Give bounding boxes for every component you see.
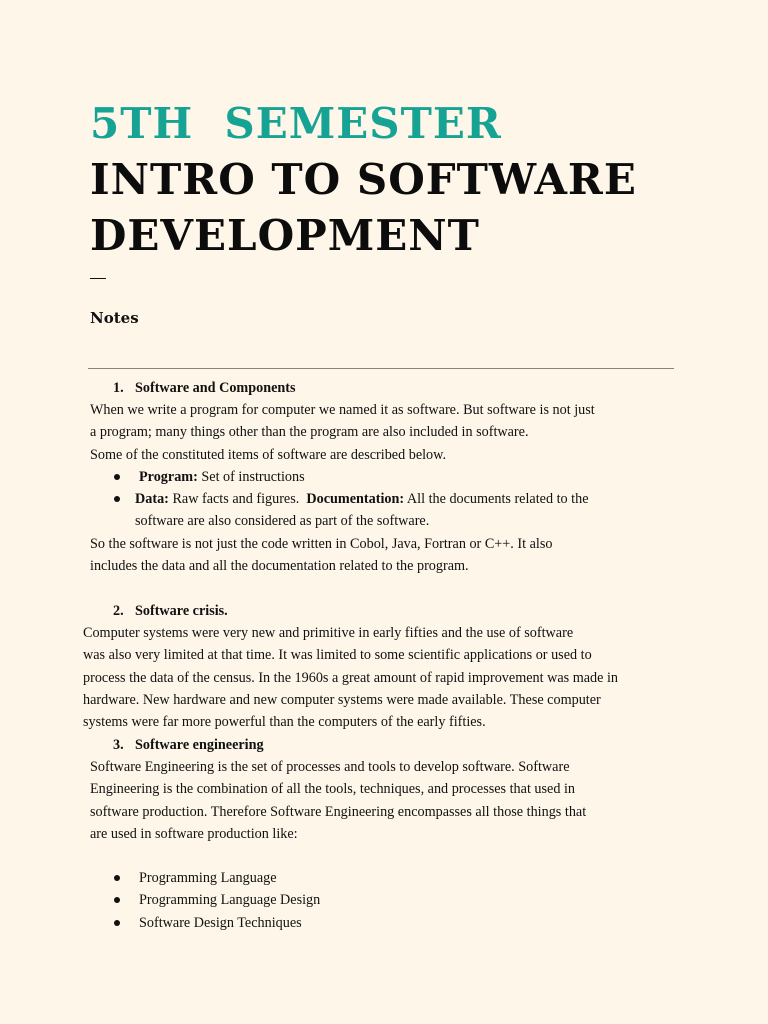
bullet-icon: [114, 496, 120, 502]
bullet-term: Data:: [135, 491, 169, 507]
section-2-heading: Software crisis.: [135, 603, 228, 619]
bullet-icon: [114, 920, 120, 926]
notes-label: Notes: [90, 309, 139, 327]
section-3-para-line: are used in software production like:: [90, 826, 298, 842]
semester-title: 5TH SEMESTER: [90, 99, 502, 148]
section-1-para2-line: includes the data and all the documentation related to the program.: [90, 558, 469, 574]
list-item: Programming Language Design: [139, 892, 321, 908]
course-title-line-1: INTRO TO SOFTWARE: [90, 155, 637, 204]
section-1-para1-line: a program; many things other than the program are also included in software.: [90, 424, 529, 440]
section-3-number: 3.: [113, 737, 124, 753]
bullet-program: [139, 466, 305, 488]
list-item: Software Design Techniques: [139, 915, 302, 931]
bullet-icon: [114, 875, 120, 881]
section-2-para-line: Computer systems were very new and primitive in early fifties and the use of software: [83, 625, 574, 641]
bullet-icon: [114, 474, 120, 480]
course-title-line-2: DEVELOPMENT: [90, 211, 480, 260]
section-3-heading: Software engineering: [135, 737, 264, 753]
bullet-term: Program:: [139, 469, 198, 485]
bullet-text: Set of instructions: [197, 469, 305, 485]
section-2-para-line: was also very limited at that time. It was limited to some scientific applications or used to: [83, 647, 592, 663]
section-2-para-line: process the data of the census. In the 1960s a great amount of rapid improvement was made in: [83, 670, 619, 686]
section-1-heading: Software and Components: [135, 380, 296, 396]
bullet-term: Documentation:: [306, 491, 405, 507]
list-item: Programming Language: [139, 870, 277, 886]
bullet-data-documentation: [135, 488, 589, 510]
section-1-number: 1.: [113, 380, 124, 396]
section-2-number: 2.: [113, 603, 124, 619]
horizontal-rule: [88, 368, 674, 369]
section-1-para2-line: So the software is not just the code written in Cobol, Java, Fortran or C++. It also: [90, 536, 553, 552]
section-1-para1-line: When we write a program for computer we named it as software. But software is not just: [90, 402, 595, 418]
bullet-text: All the documents related to the: [404, 491, 589, 507]
section-1-para1-line: Some of the constituted items of software are described below.: [90, 447, 447, 463]
section-2-para-line: hardware. New hardware and new computer systems were made available. These computer: [83, 692, 601, 708]
section-3-para-line: Engineering is the combination of all the tools, techniques, and processes that used in: [90, 781, 576, 797]
section-3-para-line: software production. Therefore Software Engineering encompasses all those things that: [90, 804, 587, 820]
title-dash-divider: [90, 278, 106, 279]
bullet-continuation: software are also considered as part of the software.: [135, 513, 430, 529]
bullet-icon: [114, 897, 120, 903]
section-2-para-line: systems were far more powerful than the computers of the early fifties.: [83, 714, 486, 730]
bullet-text: Raw facts and figures.: [168, 491, 307, 507]
section-3-para-line: Software Engineering is the set of processes and tools to develop software. Software: [90, 759, 570, 775]
